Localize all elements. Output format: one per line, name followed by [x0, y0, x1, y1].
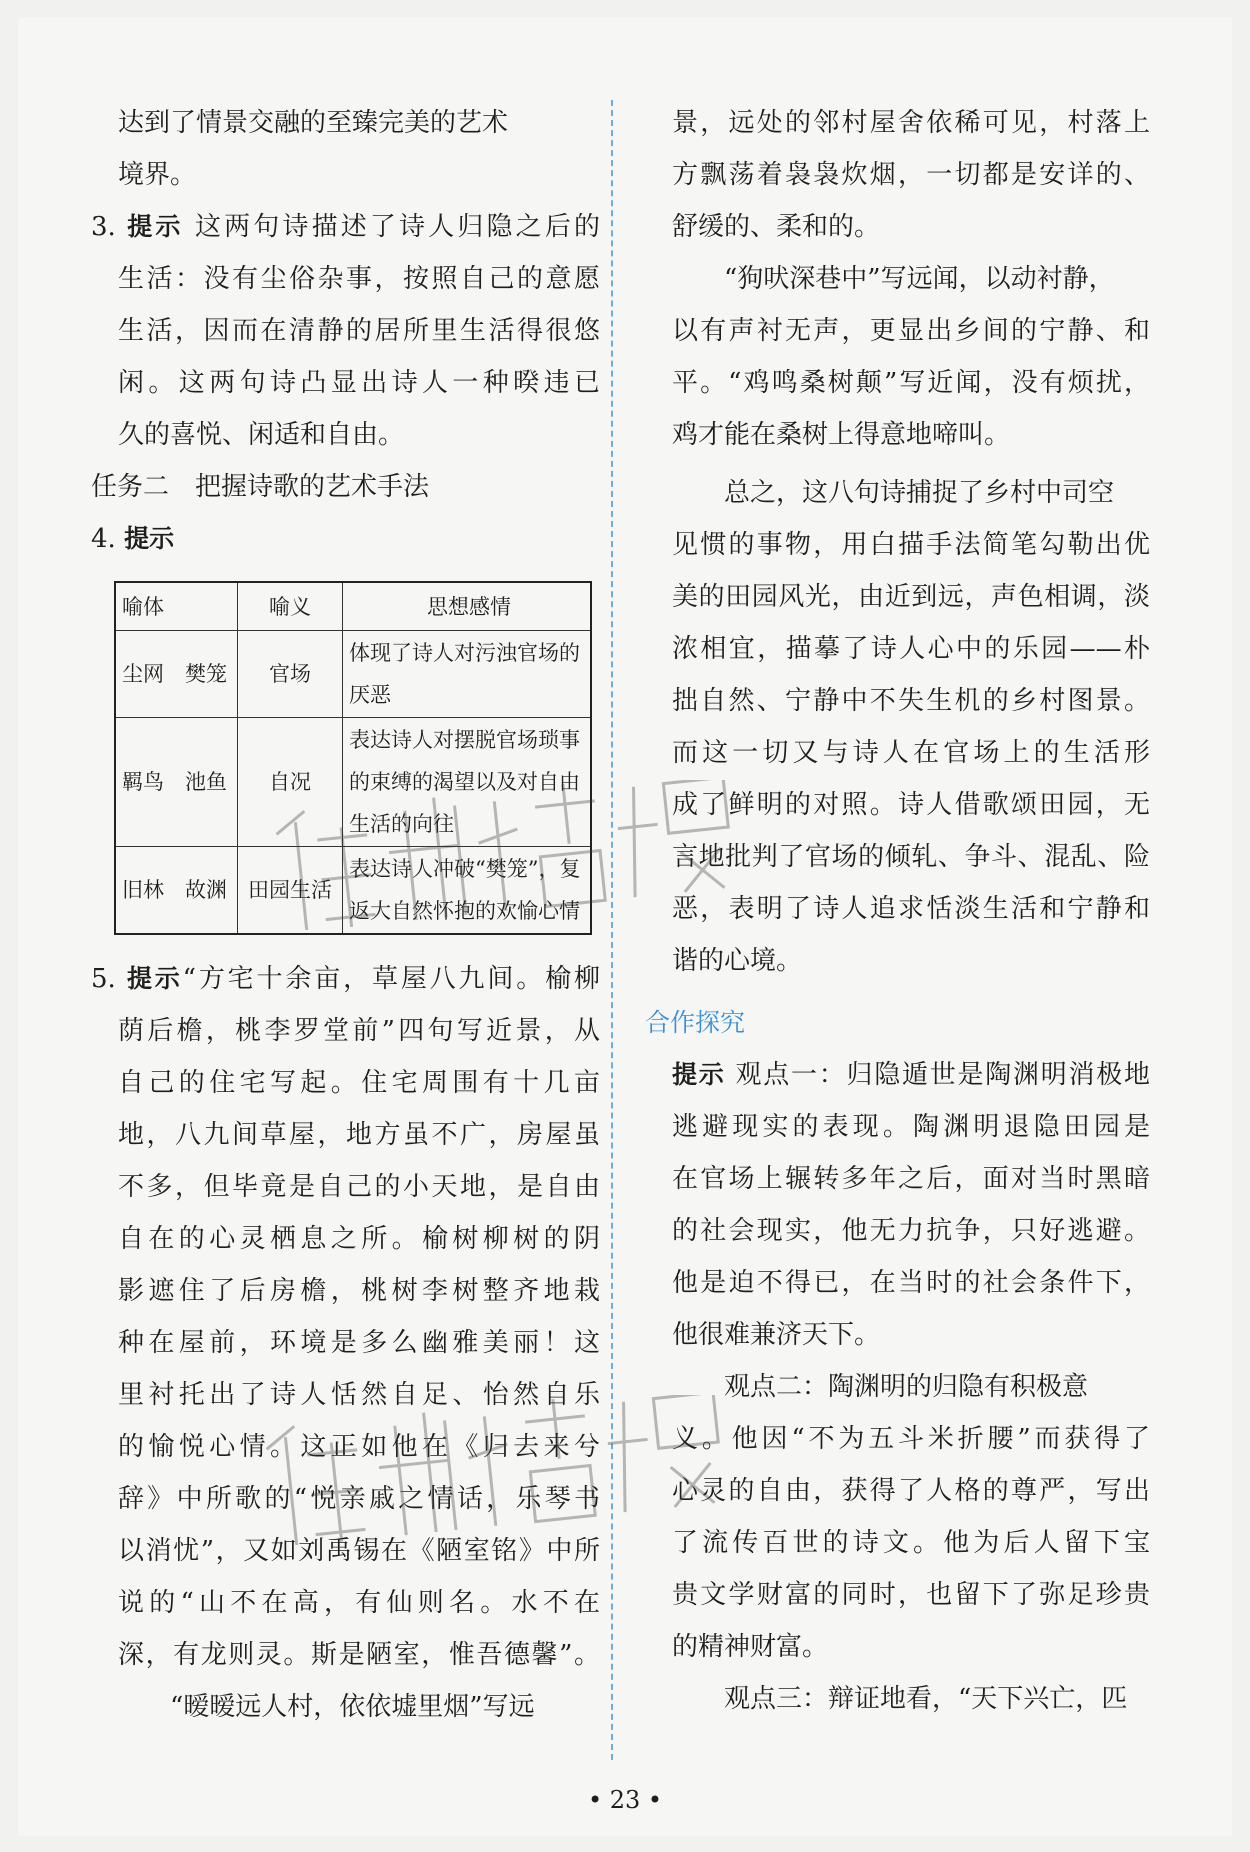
line-text: 的愉悦心情。这正如他在《归去来兮 — [118, 1432, 600, 1462]
line-text: 这两句诗描述了诗人归隐之后的 — [183, 212, 600, 242]
text-line — [118, 1369, 600, 1421]
hint-label: 提示 — [124, 524, 175, 553]
text-line — [672, 1361, 1150, 1413]
text-line — [118, 1473, 600, 1525]
text-line — [118, 1577, 600, 1629]
table-cell: 自况 — [238, 718, 343, 847]
line-text: 自在的心灵栖息之所。榆树柳树的阴 — [118, 1224, 600, 1254]
line-text: 生活，因而在清静的居所里生活得很悠 — [118, 316, 600, 346]
line-text: 里衬托出了诗人恬然自足、怡然自乐 — [118, 1380, 600, 1410]
text-line — [672, 727, 1150, 779]
line-text: 闲。这两句诗凸显出诗人一种暌违已 — [118, 368, 600, 398]
text-line — [672, 831, 1150, 883]
table-header-cell: 思想感情 — [343, 582, 592, 631]
table-row — [115, 631, 591, 718]
line-text: 言地批判了官场的倾轧、争斗、混乱、险 — [672, 842, 1150, 872]
table-cell: 田园生活 — [238, 847, 343, 935]
text-line — [672, 1101, 1150, 1153]
line-text: 不多，但毕竟是自己的小天地，是自由 — [118, 1172, 600, 1202]
line-text: 影遮住了后房檐，桃树李树整齐地栽 — [118, 1276, 600, 1306]
text-line — [118, 1213, 600, 1265]
text-line — [91, 513, 600, 565]
page-number: • 23 • — [587, 1786, 663, 1814]
line-text: 美的田园风光，由近到远，声色相调，淡 — [672, 582, 1150, 612]
line-text: 他是迫不得已，在当时的社会条件下， — [672, 1268, 1150, 1298]
text-line — [672, 1673, 1150, 1725]
text-line — [672, 253, 1150, 305]
line-text: 平。“鸡鸣桑树颠”写近闻，没有烦扰， — [672, 368, 1150, 398]
line-text: 久的喜悦、闲适和自由。 — [118, 420, 405, 450]
table-cell: 官场 — [238, 631, 343, 718]
line-text: 了流传百世的诗文。他为后人留下宝 — [672, 1528, 1150, 1558]
item-number: 3. — [91, 212, 128, 242]
text-line — [672, 779, 1150, 831]
item-number: 5. — [91, 964, 127, 994]
text-line — [118, 1629, 600, 1681]
text-line — [672, 409, 1150, 461]
line-text: 他很难兼济天下。 — [672, 1320, 881, 1350]
table-cell: 表达诗人对摆脱官场琐事的束缚的渴望以及对自由生活的向往 — [343, 718, 592, 847]
text-line — [672, 467, 1150, 519]
line-text: 总之，这八句诗捕捉了乡村中司空 — [724, 478, 1115, 508]
line-text: 观点三：辩证地看，“天下兴亡，匹 — [724, 1684, 1128, 1714]
text-line — [672, 1569, 1150, 1621]
text-line — [672, 1465, 1150, 1517]
text-line — [118, 1421, 600, 1473]
table-cell: 表达诗人冲破“樊笼”，复返大自然怀抱的欢愉心情 — [343, 847, 592, 935]
text-line — [672, 305, 1150, 357]
item-number: 4. — [91, 524, 125, 554]
text-line — [91, 953, 600, 1005]
text-line — [118, 1109, 600, 1161]
line-text: 见惯的事物，用白描手法简笔勾勒出优 — [672, 530, 1150, 560]
line-text: 拙自然、宁静中不失生机的乡村图景。 — [672, 686, 1150, 716]
text-line — [118, 1161, 600, 1213]
line-text: 以消忧”，又如刘禹锡在《陋室铭》中所 — [118, 1536, 600, 1566]
text-line — [672, 623, 1150, 675]
text-line — [672, 935, 1150, 987]
text-line — [118, 1681, 600, 1733]
text-line — [118, 357, 600, 409]
line-text: 方飘荡着袅袅炊烟，一切都是安详的、 — [672, 160, 1150, 190]
section-heading-cooperative: 合作探究 — [645, 1008, 746, 1037]
hint-label: 提示 — [126, 964, 183, 993]
text-line — [672, 1205, 1150, 1257]
line-text: 以有声衬无声，更显出乡间的宁静、和 — [672, 316, 1150, 346]
text-line — [672, 1153, 1150, 1205]
text-line — [118, 149, 600, 201]
text-line — [118, 97, 600, 149]
text-line — [118, 1525, 600, 1577]
text-line — [672, 675, 1150, 727]
line-text: 舒缓的、柔和的。 — [672, 212, 881, 242]
text-line — [672, 519, 1150, 571]
table-cell: 尘网 樊笼 — [115, 631, 238, 718]
text-line — [672, 1257, 1150, 1309]
text-line — [672, 1413, 1150, 1465]
line-text: 逃避现实的表现。陶渊明退隐田园是 — [672, 1112, 1150, 1142]
line-text: 观点一：归隐遁世是陶渊明消极地 — [725, 1060, 1150, 1090]
line-text: 浓相宜，描摹了诗人心中的乐园——朴 — [672, 634, 1150, 664]
table-cell: 体现了诗人对污浊官场的厌恶 — [343, 631, 592, 718]
line-text: 自己的住宅写起。住宅周围有十几亩 — [118, 1068, 600, 1098]
text-line — [672, 1309, 1150, 1361]
table-header-cell: 喻体 — [115, 582, 238, 631]
text-line — [118, 253, 600, 305]
line-text: 深，有龙则灵。斯是陋室，惟吾德馨”。 — [118, 1640, 600, 1670]
metaphor-table — [114, 581, 592, 935]
table-row — [115, 847, 591, 935]
text-line — [118, 305, 600, 357]
text-line — [118, 1005, 600, 1057]
text-line — [672, 1049, 1150, 1101]
line-text: “暧暧远人村，依依墟里烟”写远 — [170, 1692, 535, 1722]
line-text: 辞》中所歌的“悦亲戚之情话，乐琴书 — [118, 1484, 600, 1514]
line-text: 谐的心境。 — [672, 946, 803, 976]
line-text: 荫后檐，桃李罗堂前”四句写近景，从 — [118, 1016, 600, 1046]
line-text: 而这一切又与诗人在官场上的生活形 — [672, 738, 1150, 768]
right-column — [645, 97, 1150, 1725]
line-text: 地，八九间草屋，地方虽不广，房屋虽 — [118, 1120, 600, 1150]
text-line — [672, 357, 1150, 409]
hint-label: 提示 — [127, 212, 184, 241]
text-line — [672, 201, 1150, 253]
text-line — [672, 149, 1150, 201]
text-line — [118, 1057, 600, 1109]
text-line — [91, 201, 600, 253]
line-text: 境界。 — [118, 160, 197, 190]
hint-label: 提示 — [672, 1060, 726, 1089]
table-row — [115, 718, 591, 847]
left-column — [91, 97, 600, 1733]
text-line — [118, 1265, 600, 1317]
table-cell: 旧林 故渊 — [115, 847, 238, 935]
line-text: 观点二：陶渊明的归隐有积极意 — [724, 1372, 1089, 1402]
line-text: 鸡才能在桑树上得意地啼叫。 — [672, 420, 1011, 450]
table-header-row — [115, 582, 591, 631]
text-line — [118, 409, 600, 461]
table-header-cell: 喻义 — [238, 582, 343, 631]
line-text: 在官场上辗转多年之后，面对当时黑暗 — [672, 1164, 1150, 1194]
text-line — [672, 97, 1150, 149]
line-text: 成了鲜明的对照。诗人借歌颂田园，无 — [672, 790, 1150, 820]
line-text: 的社会现实，他无力抗争，只好逃避。 — [672, 1216, 1150, 1246]
line-text: 贵文学财富的同时，也留下了弥足珍贵 — [672, 1580, 1150, 1610]
line-text: “方宅十余亩，草屋八九间。榆柳 — [182, 964, 600, 994]
line-text: 达到了情景交融的至臻完美的艺术 — [118, 108, 509, 138]
line-text: 说的“山不在高，有仙则名。水不在 — [118, 1588, 600, 1618]
section-heading: 任务二 把握诗歌的艺术手法 — [91, 472, 430, 502]
line-text: 恶，表明了诗人追求恬淡生活和宁静和 — [672, 894, 1150, 924]
line-text: “狗吠深巷中”写远闻，以动衬静， — [724, 264, 1115, 294]
line-text: 的精神财富。 — [672, 1632, 829, 1662]
line-text: 义。他因“不为五斗米折腰”而获得了 — [672, 1424, 1150, 1454]
line-text: 心灵的自由，获得了人格的尊严，写出 — [672, 1476, 1150, 1506]
text-line — [672, 883, 1150, 935]
text-line — [672, 571, 1150, 623]
text-line — [118, 1317, 600, 1369]
column-divider — [611, 100, 613, 1760]
text-line — [672, 1621, 1150, 1673]
line-text: 生活：没有尘俗杂事，按照自己的意愿 — [118, 264, 600, 294]
line-text: 景，远处的邻村屋舍依稀可见，村落上 — [672, 108, 1150, 138]
text-line — [672, 1517, 1150, 1569]
line-text: 种在屋前，环境是多么幽雅美丽！这 — [118, 1328, 600, 1358]
table-cell: 羁鸟 池鱼 — [115, 718, 238, 847]
